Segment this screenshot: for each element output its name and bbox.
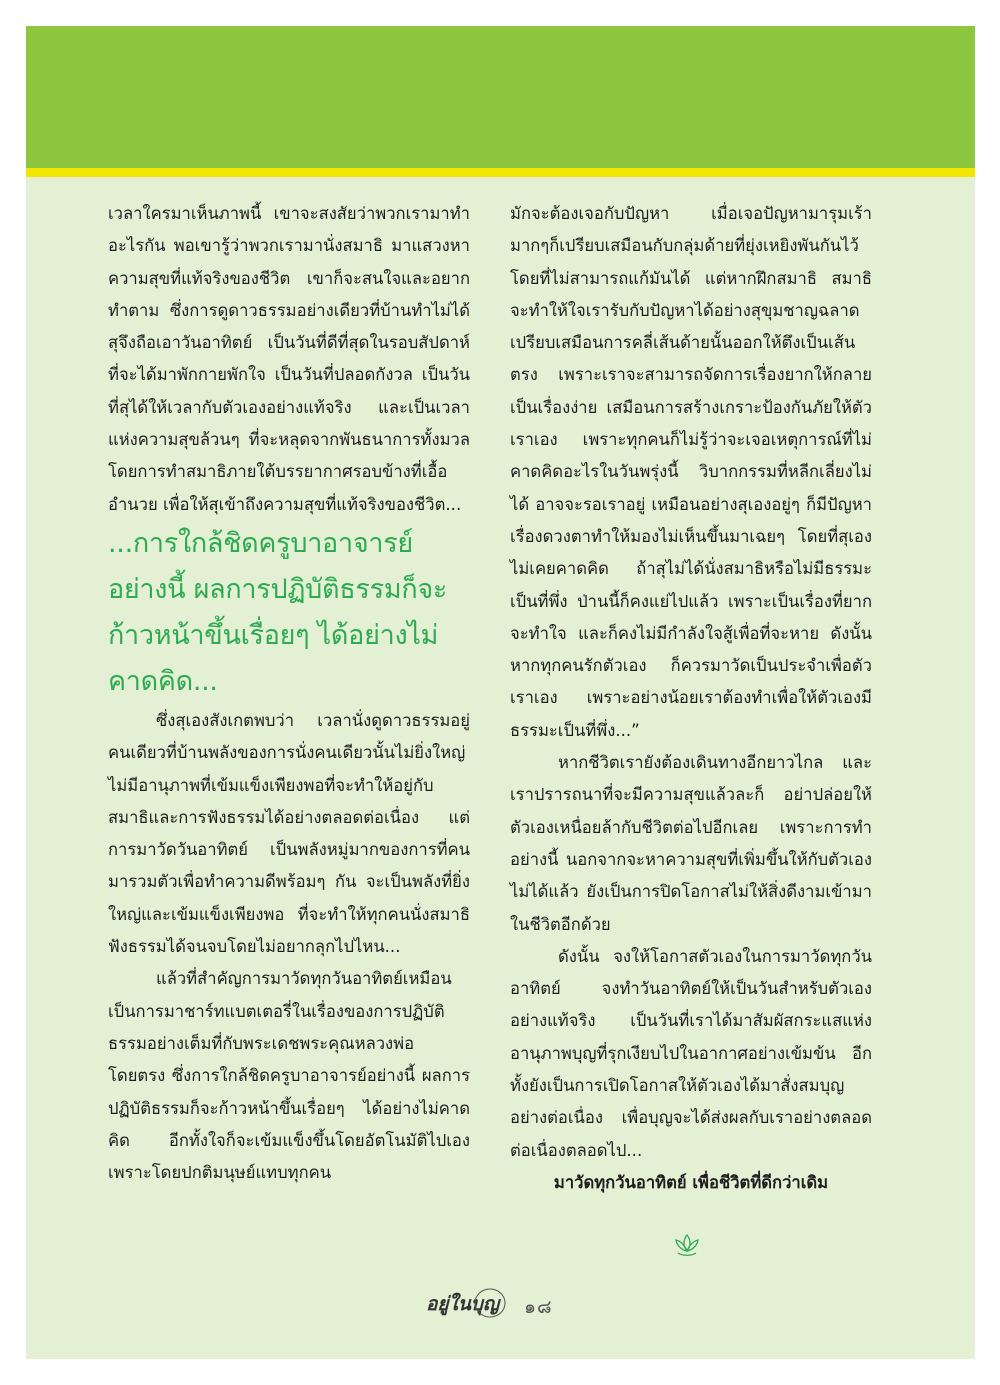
right-paragraph-1: มักจะต้องเจอกับปัญหา เมื่อเจอปัญหามารุมเร้ามากๆก็เปรียบเสมือนกับกลุ่มด้ายที่ยุ่งเหยิงพันกันไว้ โดยที่ไม่สามารถแก้มันได้ แต่หากฝึกสมาธิ สมาธิจะทำให้ใจเรารับกับปัญหาได้อย่างสุขุมชาญฉลาด เปรียบเสมือนการคลี่เส้นด้ายนั้นออกให้ตึงเป็นเส้นตรง เพราะเราจะสามารถจัดการเรื่องยากให้กลายเป็นเรื่องง่าย เสมือนการสร้างเกราะป้องกันภัยให้ตัวเราเอง เพราะทุกคนก็ไม่รู้ว่าจะเจอเหตุการณ์ที่ไม่คาดคิดอะไรในวันพรุ่งนี้ วิบากกรรมที่หลีกเลี่ยงไม่ได้ อาจจะรอเราอยู่ เหมือนอย่างสุเองอยู่ๆ ก็มีปัญหาเรื่องดวงตาทำให้มองไม่เห็นขึ้นมาเฉยๆ โดยที่สุเองไม่เคยคาดคิด ถ้าสุไม่ได้นั่งสมาธิหรือไม่มีธรรมะเป็นที่พึ่ง ป่านนี้ก็คงแย่ไปแล้ว เพราะเป็นเรื่องที่ยากจะทำใจ และก็คงไม่มีกำลังใจสู้เพื่อที่จะหาย ดังนั้นหากทุกคนรักตัวเอง ก็ควรมาวัดเป็นประจำเพื่อตัวเราเอง เพราะอย่างน้อยเราต้องทำเพื่อให้ตัวเองมีธรรมะเป็นที่พึ่ง...” xyxy=(510,204,872,740)
right-paragraph-2: หากชีวิตเรายังต้องเดินทางอีกยาวไกล และเราปรารถนาที่จะมีความสุขแล้วละก็ อย่าปล่อยให้ตัวเองเหนื่อยล้ากับชีวิตต่อไปอีกเลย เพราะการทำอย่างนี้ นอกจากจะหาความสุขที่เพิ่มขึ้นให้กับตัวเองไม่ได้แล้ว ยังเป็นการปิดโอกาสไม่ให้สิ่งดีงามเข้ามาในชีวิตอีกด้วย xyxy=(510,753,872,934)
header-green-band xyxy=(26,26,975,168)
lotus-icon xyxy=(672,1232,702,1258)
signoff-line: มาวัดทุกวันอาทิตย์ เพื่อชีวิตที่ดีกว่าเดิม xyxy=(553,1172,829,1192)
right-paragraph-3: ดังนั้น จงให้โอกาสตัวเองในการมาวัดทุกวันอาทิตย์ จงทำวันอาทิตย์ให้เป็นวันสำหรับตัวเองอย่างแท้จริง เป็นวันที่เราได้มาสัมผัสกระแสแห่งอานุภาพบุญที่รุกเงียบไปในอากาศอย่างเข้มข้น อีกทั้งยังเป็นการเปิดโอกาสให้ตัวเองได้มาสั่งสมบุญอย่างต่อเนื่อง เพื่อบุญจะได้ส่งผลกับเราอย่างตลอดต่อเนื่องตลอดไป... xyxy=(510,946,872,1160)
page-number: ๑๘ xyxy=(524,1296,553,1318)
header-yellow-stripe xyxy=(26,168,975,177)
left-paragraph-3: แล้วที่สำคัญการมาวัดทุกวันอาทิตย์เหมือนเป็นการมาชาร์ทแบตเตอรี่ในเรื่องของการปฏิบัติธรรมอย่างเต็มที่กับพระเดชพระคุณหลวงพ่อโดยตรง ซึ่งการใกล้ชิดครูบาอาจารย์อย่างนี้ ผลการปฏิบัติธรรมก็จะก้าวหน้าขึ้นเรื่อยๆ ได้อย่างไม่คาดคิด อีกทั้งใจก็จะเข้มแข็งขึ้นโดยอัตโนมัติไปเอง เพราะโดยปกติมนุษย์แทบทุกคน xyxy=(108,969,470,1183)
footer-logo xyxy=(424,1286,520,1320)
left-column xyxy=(108,198,470,1189)
right-column xyxy=(510,198,872,1199)
footer-logo-text: อยู่ในบุญ xyxy=(426,1293,500,1315)
left-paragraph-1: เวลาใครมาเห็นภาพนี้ เขาจะสงสัยว่าพวกเรามาทำอะไรกัน พอเขารู้ว่าพวกเรามานั่งสมาธิ มาแสวงหาความสุขที่แท้จริงของชีวิต เขาก็จะสนใจและอยากทำตาม ซึ่งการดูดาวธรรมอย่างเดียวที่บ้านทำไม่ได้ สุจึงถือเอาวันอาทิตย์ เป็นวันที่ดีที่สุดในรอบสัปดาห์ ที่จะได้มาพักกายพักใจ เป็นวันที่ปลอดกังวล เป็นวันที่สุได้ให้เวลากับตัวเองอย่างแท้จริง และเป็นเวลาแห่งความสุขล้วนๆ ที่จะหลุดจากพันธนาการทั้งมวล โดยการทำสมาธิภายใต้บรรยากาศรอบข้างที่เอื้ออำนวย เพื่อให้สุเข้าถึงความสุขที่แท้จริงของชีวิต... xyxy=(108,204,470,514)
left-paragraph-2: ซึ่งสุเองสังเกตพบว่า เวลานั่งดูดาวธรรมอยู่คนเดียวที่บ้านพลังของการนั่งคนเดียวนั้นไม่ยิ่งใหญ่ ไม่มีอานุภาพที่เข้มแข็งเพียงพอที่จะทำให้อยู่กับสมาธิและการฟังธรรมได้อย่างตลอดต่อเนื่อง แต่การมาวัดวันอาทิตย์ เป็นพลังหมู่มากของการที่คนมารวมตัวเพื่อทำความดีพร้อมๆ กัน จะเป็นพลังที่ยิ่งใหญ่และเข้มแข็งเพียงพอ ที่จะทำให้ทุกคนนั่งสมาธิ ฟังธรรมได้จนจบโดยไม่อยากลุกไปไหน... xyxy=(108,710,470,957)
pull-quote: ...การใกล้ชิดครูบาอาจารย์อย่างนี้ ผลการปฏิบัติธรรมก็จะก้าวหน้าขึ้นเรื่อยๆ ได้อย่างไม่คาดคิด... xyxy=(108,527,448,697)
